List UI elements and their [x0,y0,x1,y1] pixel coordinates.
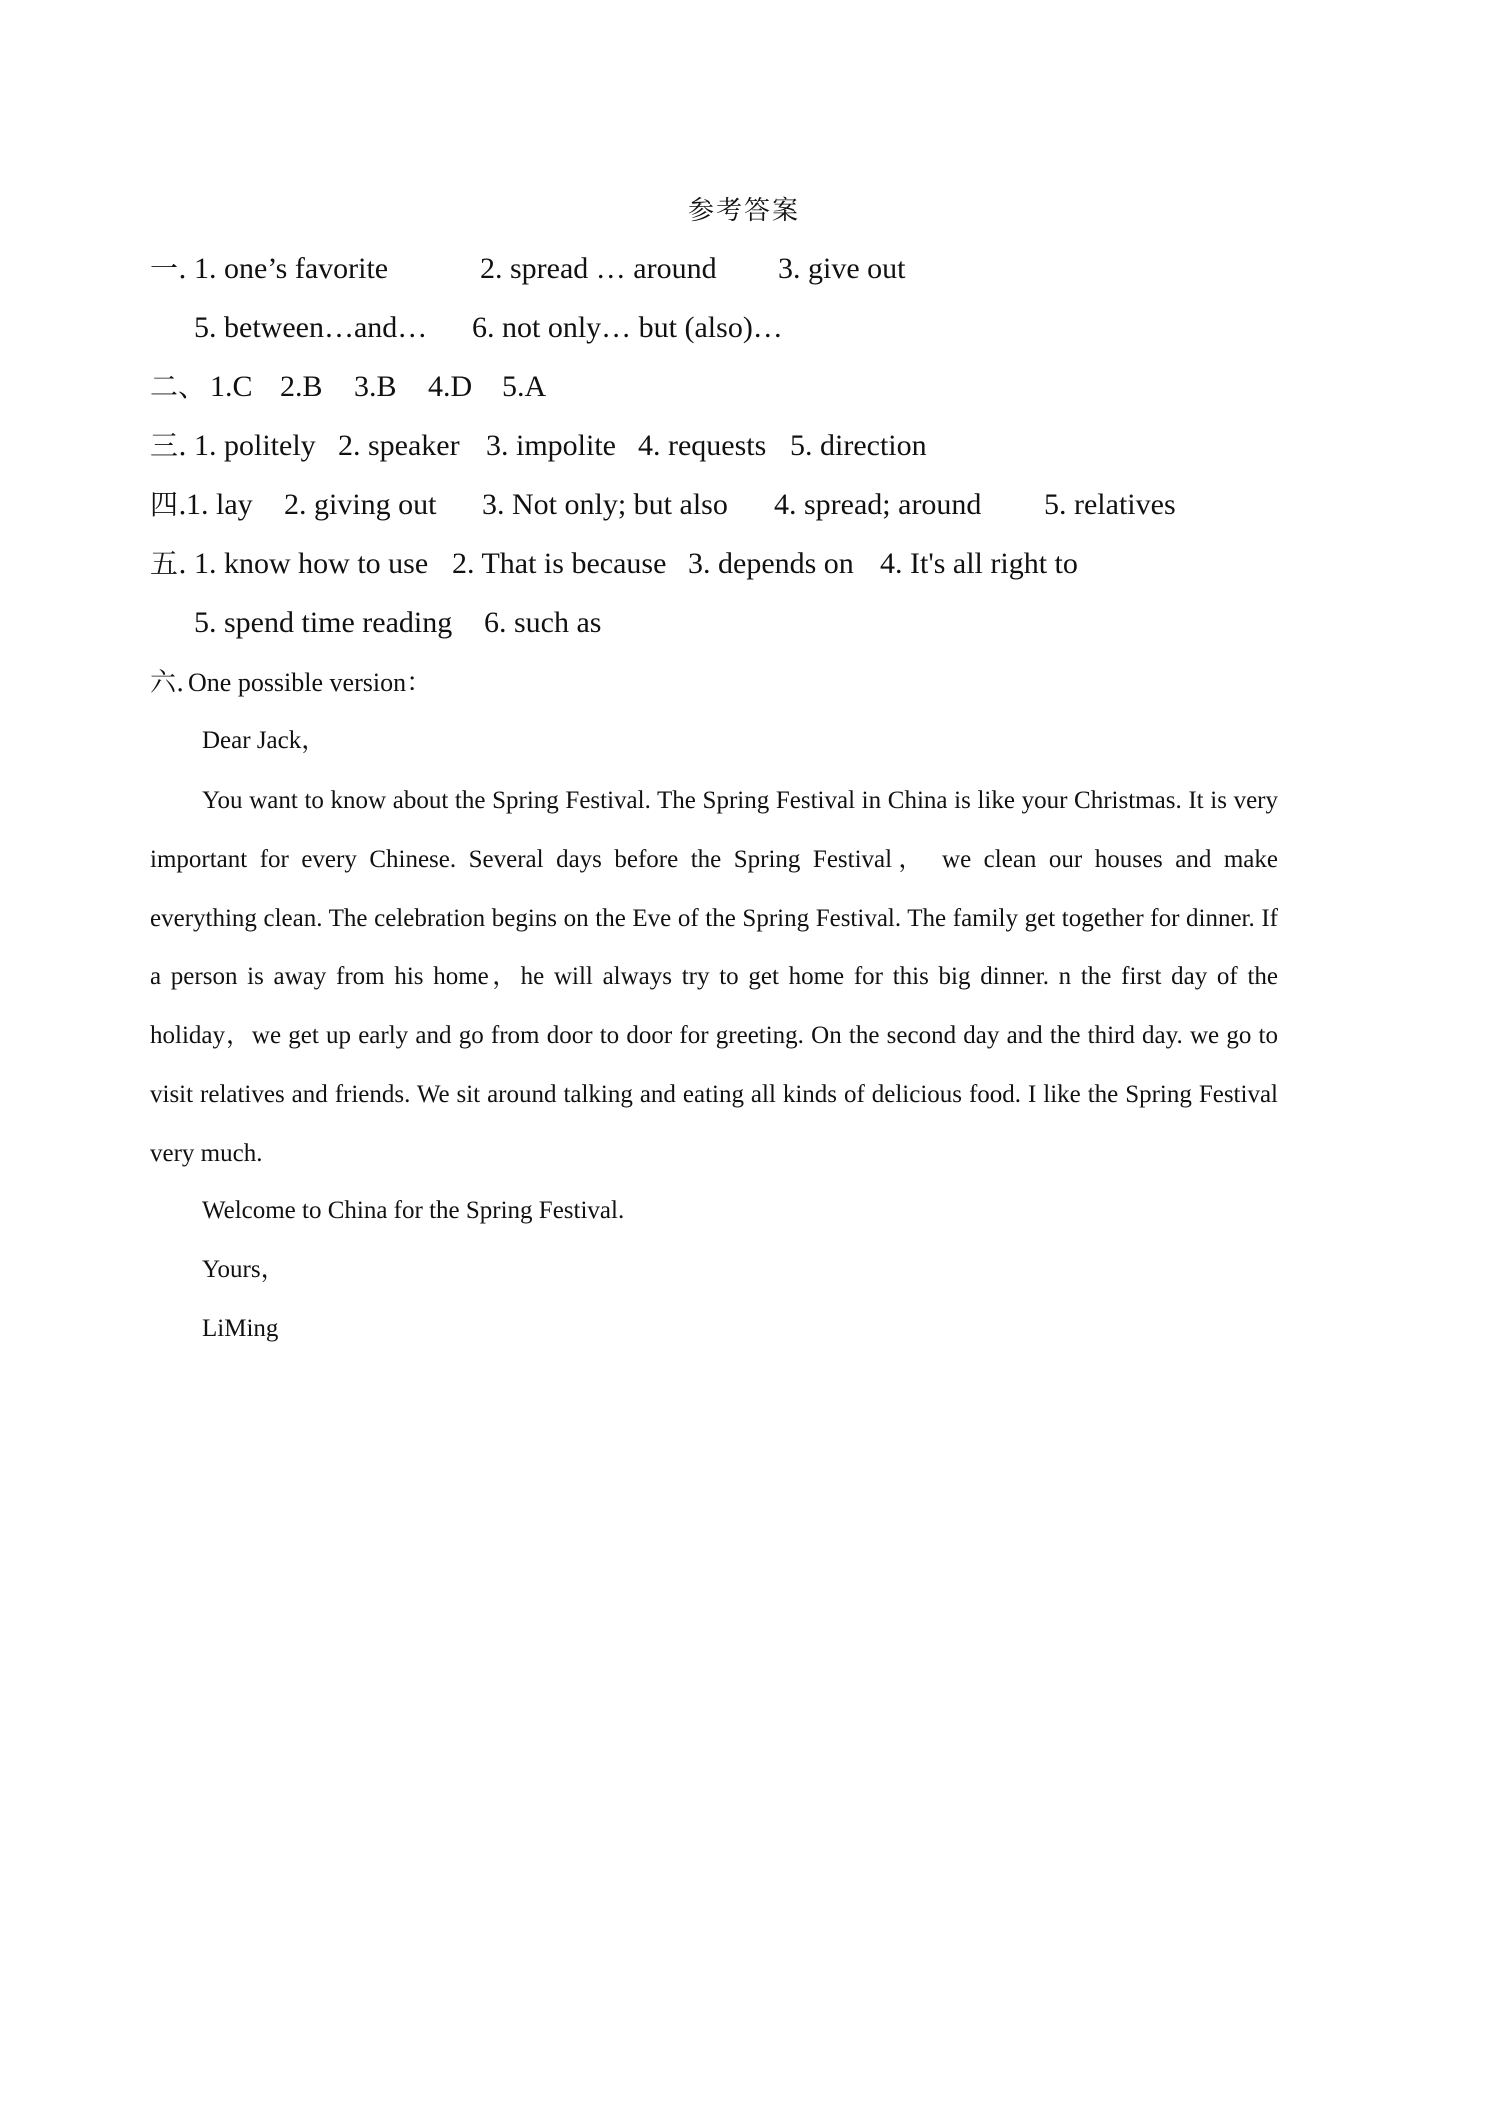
section3-label: 三. [150,429,187,462]
section4-label: 四. [150,488,187,521]
section1-answer-1: 1. one’s favorite [194,252,389,285]
section2-answer-1: 1.C [210,370,253,403]
section4-answer-4: 4. spread; around [774,488,982,521]
section5-answer-6: 6. such as [484,606,602,639]
section6-heading: One possible version： [188,668,433,697]
section3-answer-3: 3. impolite [486,429,616,462]
section1-answer-3: 3. give out [778,252,906,285]
section5-label: 五. [150,547,187,580]
letter-closing-line: Welcome to China for the Spring Festival. [202,1197,625,1224]
section2-row [150,368,1150,406]
section5-answer-4: 4. It's all right to [880,547,1078,580]
section3-answer-5: 5. direction [790,429,927,462]
section2-answer-2: 2.B [280,370,323,403]
section5-answer-2: 2. That is because [452,547,667,580]
section4-answer-2: 2. giving out [284,488,437,521]
section3-answer-2: 2. speaker [338,429,460,462]
section2-answer-5: 5.A [502,370,547,403]
section4-answer-1: 1. lay [186,488,253,521]
section5-row2 [194,604,1094,642]
section6-heading-row [150,666,1050,700]
section2-answer-4: 4.D [428,370,473,403]
section1-row1 [150,250,1350,288]
section1-answer-5: 5. between…and… [194,311,428,344]
section3-row [150,427,1250,465]
letter-body-block [150,772,1278,1184]
section5-answer-5: 5. spend time reading [194,606,453,639]
letter-signature: LiMing [202,1315,279,1342]
section2-answer-3: 3.B [354,370,397,403]
section1-label: 一. [150,252,187,285]
section5-row1 [150,545,1300,583]
page-title: 参考答案 [687,196,800,226]
section5-answer-1: 1. know how to use [194,547,429,580]
letter-greeting: Dear Jack， [202,727,327,754]
section4-row [150,486,1300,524]
section3-answer-4: 4. requests [638,429,767,462]
section1-row2 [194,309,1194,347]
section1-answer-2: 2. spread … around [480,252,717,285]
section3-answer-1: 1. politely [194,429,316,462]
section5-answer-3: 3. depends on [688,547,854,580]
section2-label: 二、 [150,370,207,403]
section4-answer-5: 5. relatives [1044,488,1176,521]
section4-answer-3: 3. Not only; but also [482,488,728,521]
section6-label: 六. [150,668,185,698]
section1-answer-6: 6. not only… but (also)… [472,311,783,344]
letter-body: You want to know about the Spring Festival. The Spring Festival in China is like your Christmas. It is very important for every Chinese. Several days before the Spring Festival， we clean our houses and make everything clean. The celebration begins on the Eve of the Spring Festival. The family get together for dinner. If a person is away from his home，he will always try to get home for this big dinner. n the first day of the holiday，we get up early and go from door to door for greeting. On the second day and the third day. we go to visit relatives and friends. We sit around talking and eating all kinds of delicious food. I like the Spring Festival very much. [150,787,1278,1167]
letter-sign-off: Yours， [202,1256,286,1283]
